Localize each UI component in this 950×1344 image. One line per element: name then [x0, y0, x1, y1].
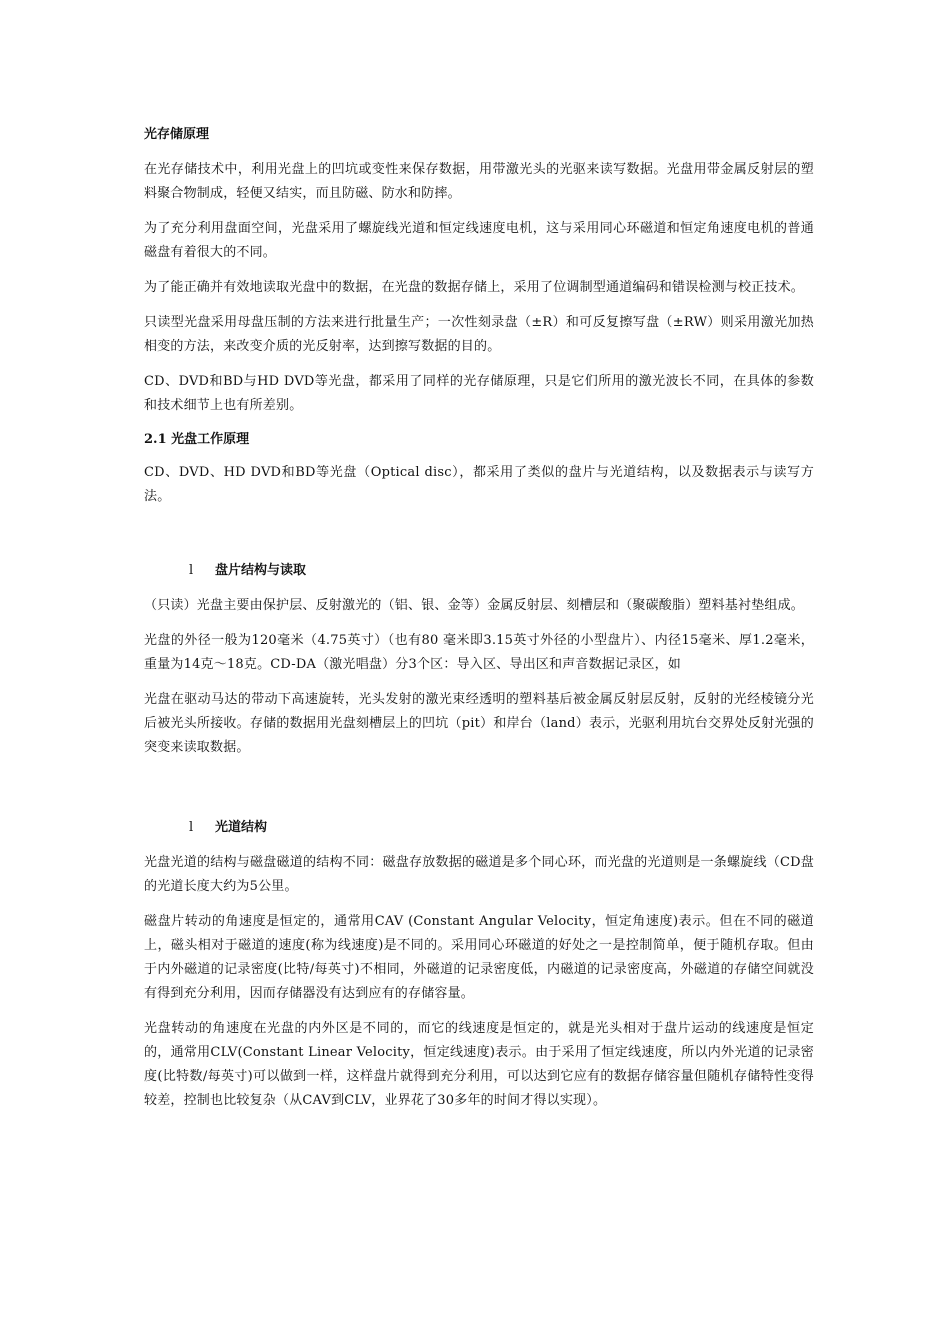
subsection-heading-disc	[144, 560, 814, 582]
bullet-marker: l	[189, 820, 194, 835]
document-body	[144, 124, 814, 1124]
disc-paragraph-2: 光盘的外径一般为120毫米（4.75英寸）（也有80 毫米即3.15英寸外径的小型盘片）、内径15毫米、厚1.2毫米，重量为14克～18克。CD-DA（激光唱盘）分3个区：导入区、导出区和声音数据记录区，如	[144, 633, 814, 672]
intro-paragraph-2: 为了充分利用盘面空间，光盘采用了螺旋线光道和恒定线速度电机，这与采用同心环磁道和恒定角速度电机的普通磁盘有着很大的不同。	[144, 221, 814, 260]
section-2-1-paragraph: CD、DVD、HD DVD和BD等光盘（Optical disc），都采用了类似的盘片与光道结构，以及数据表示与读写方法。	[144, 465, 814, 504]
intro-paragraph-4: 只读型光盘采用母盘压制的方法来进行批量生产；一次性刻录盘（±R）和可反复擦写盘（±RW）则采用激光加热相变的方法，来改变介质的光反射率，达到擦写数据的目的。	[144, 315, 814, 354]
intro-paragraph-3: 为了能正确并有效地读取光盘中的数据，在光盘的数据存储上，采用了位调制型通道编码和错误检测与校正技术。	[144, 280, 805, 295]
track-paragraph-3: 光盘转动的角速度在光盘的内外区是不同的，而它的线速度是恒定的，就是光头相对于盘片运动的线速度是恒定的，通常用CLV(Constant Linear Velocity，恒定线速度)表示。由于采用了恒定线速度，所以内外光道的记录密度(比特数/每英寸)可以做到一样，这样盘片就得到充分利用，可以达到它应有的数据存储容量但随机存储特性变得较差，控制也比较复杂（从CAV到CLV，业界花了30多年的时间才得以实现）。	[144, 1021, 814, 1108]
subsection-heading-label: 盘片结构与读取	[215, 563, 307, 578]
spacer	[144, 520, 814, 560]
bullet-marker: l	[189, 563, 194, 578]
subsection-heading-label: 光道结构	[215, 820, 268, 835]
track-paragraph-2: 磁盘片转动的角速度是恒定的，通常用CAV (Constant Angular Velocity，恒定角速度)表示。但在不同的磁道上，磁头相对于磁道的速度(称为线速度)是不同的。采用同心环磁道的好处之一是控制简单，便于随机存取。但由于内外磁道的记录密度(比特/每英寸)不相同，外磁道的记录密度低，内磁道的记录密度高，外磁道的存储空间就没有得到充分利用，因而存储器没有达到应有的存储容量。	[144, 914, 814, 1001]
track-paragraph-1: 光盘光道的结构与磁盘磁道的结构不同：磁盘存放数据的磁道是多个同心环，而光盘的光道则是一条螺旋线（CD盘的光道长度大约为5公里。	[144, 855, 814, 894]
document-title: 光存储原理	[144, 127, 210, 142]
subsection-heading-track	[144, 817, 814, 839]
intro-paragraph-5: CD、DVD和BD与HD DVD等光盘，都采用了同样的光存储原理，只是它们所用的激光波长不同，在具体的参数和技术细节上也有所差别。	[144, 374, 814, 413]
intro-paragraph-1: 在光存储技术中，利用光盘上的凹坑或变性来保存数据，用带激光头的光驱来读写数据。光盘用带金属反射层的塑料聚合物制成，轻便又结实，而且防磁、防水和防摔。	[144, 162, 814, 201]
spacer	[144, 771, 814, 817]
disc-paragraph-1: （只读）光盘主要由保护层、反射激光的（铝、银、金等）金属反射层、刻槽层和（聚碳酸脂）塑料基衬垫组成。	[144, 598, 805, 613]
section-heading-2-1: 2.1 光盘工作原理	[144, 432, 250, 447]
disc-paragraph-3: 光盘在驱动马达的带动下高速旋转，光头发射的激光束经透明的塑料基后被金属反射层反射，反射的光经棱镜分光后被光头所接收。存储的数据用光盘刻槽层上的凹坑（pit）和岸台（land）表示，光驱利用坑台交界处反射光强的突变来读取数据。	[144, 692, 814, 755]
